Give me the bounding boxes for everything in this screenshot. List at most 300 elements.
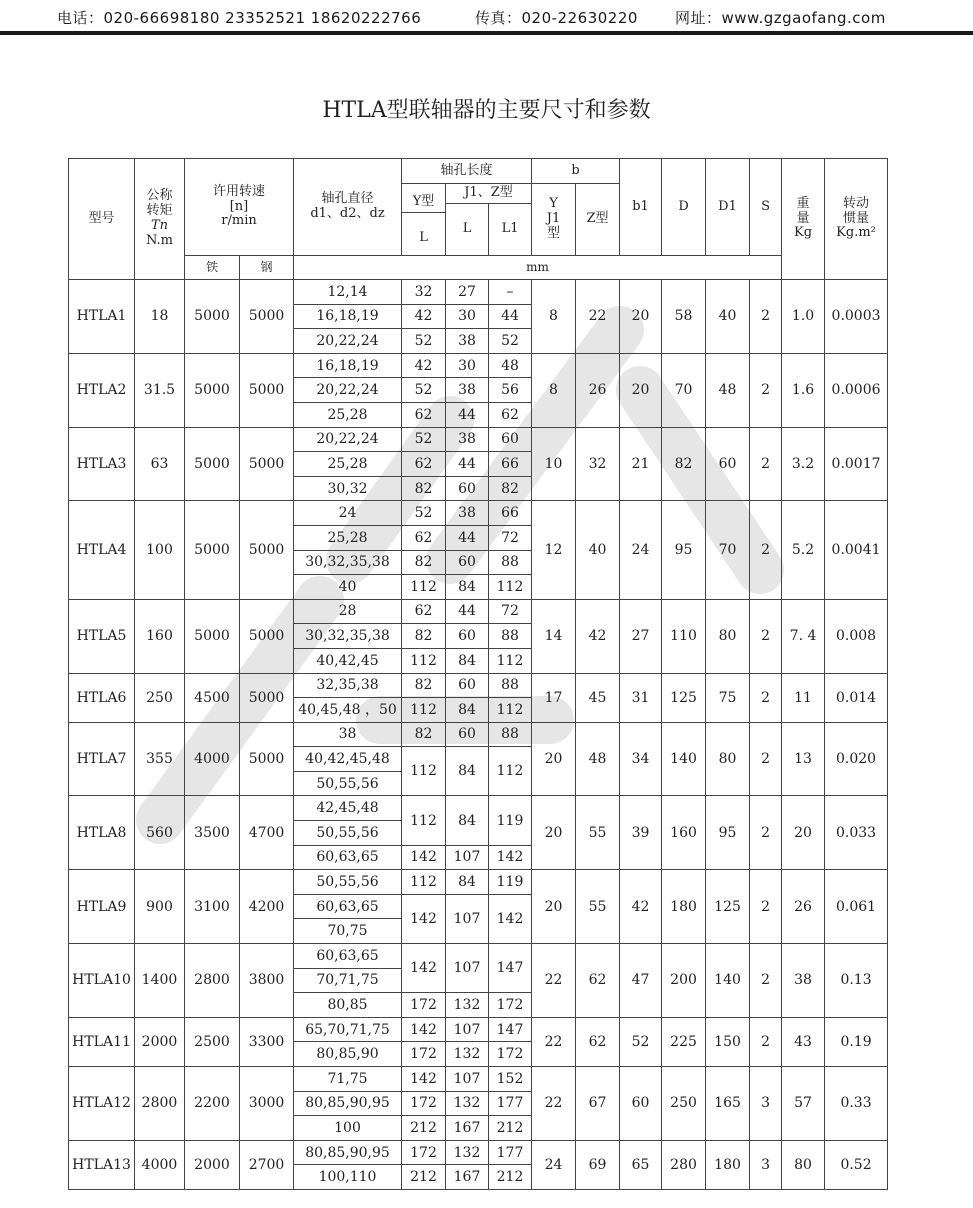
j1z-length-cell: 60 [446,722,489,747]
b-z-cell: 62 [576,944,620,1018]
speed-line-3: r/min [221,213,257,229]
l1-length-cell: 72 [489,599,532,624]
b-z-cell: 32 [576,427,620,501]
model-cell: HTLA4 [69,501,135,599]
j1z-length-cell: 60 [446,673,489,698]
l1-length-cell: 48 [489,353,532,378]
b-y-line-3: 型 [547,225,561,241]
b1-cell: 21 [620,427,662,501]
j1z-length-cell: 30 [446,353,489,378]
l1-length-cell: 112 [489,747,532,796]
bore-diameter-cell: 28 [294,599,402,624]
torque-cell: 2000 [135,1017,185,1066]
b1-cell: 42 [620,870,662,944]
b-y-cell: 14 [532,599,576,673]
D-cell: 82 [662,427,706,501]
y-length-cell: 32 [402,280,446,305]
D-cell: 280 [662,1140,706,1189]
S-cell: 2 [750,722,782,796]
j1z-length-cell: 84 [446,648,489,673]
model-cell: HTLA6 [69,673,135,722]
S-cell: 2 [750,353,782,427]
torque-line-3: Tn [150,218,169,233]
y-length-cell: 62 [402,452,446,477]
table-row [69,501,888,526]
bore-diameter-line-2: d1、d2、dz [310,206,385,221]
y-length-cell: 142 [402,944,446,993]
D-cell: 95 [662,501,706,599]
speed-iron-cell: 5000 [185,501,240,599]
speed-iron-cell: 3100 [185,870,240,944]
b1-cell: 34 [620,722,662,796]
bore-diameter-cell: 16,18,19 [294,304,402,329]
bore-diameter-cell: 80,85 [294,993,402,1018]
y-length-cell: 82 [402,722,446,747]
speed-steel-cell: 5000 [240,353,294,427]
bore-diameter-cell: 80,85,90 [294,1042,402,1067]
j1z-length-cell: 84 [446,870,489,895]
weight-cell: 80 [782,1140,825,1189]
D-cell: 125 [662,673,706,722]
torque-cell: 100 [135,501,185,599]
l1-length-cell: 177 [489,1091,532,1116]
j1z-length-cell: 132 [446,1140,489,1165]
torque-cell: 4000 [135,1140,185,1189]
speed-steel-cell: 2700 [240,1140,294,1189]
S-cell: 2 [750,796,782,870]
speed-iron-cell: 2200 [185,1067,240,1141]
l1-length-cell: 60 [489,427,532,452]
l1-length-cell: 52 [489,329,532,354]
b-y-cell: 8 [532,353,576,427]
bore-diameter-cell: 25,28 [294,452,402,477]
y-length-cell: 82 [402,476,446,501]
bore-diameter-cell: 24 [294,501,402,526]
bore-diameter-cell: 60,63,65 [294,894,402,919]
table-row [69,944,888,969]
col-b-z: Z型 [576,184,620,256]
weight-cell: 26 [782,870,825,944]
b-y-cell: 8 [532,280,576,354]
weight-cell: 7. 4 [782,599,825,673]
speed-iron-cell: 2000 [185,1140,240,1189]
inertia-cell: 0.52 [825,1140,888,1189]
l1-length-cell: 212 [489,1116,532,1141]
phone-label: 电话： [57,9,104,27]
bore-diameter-cell: 30,32,35,38 [294,550,402,575]
j1z-length-cell: 60 [446,550,489,575]
y-length-cell: 172 [402,993,446,1018]
j1z-length-cell: 84 [446,796,489,845]
b-y-cell: 20 [532,722,576,796]
col-speed-iron: 铁 [185,256,240,280]
D1-cell: 75 [706,673,750,722]
D-cell: 200 [662,944,706,1018]
j1z-length-cell: 30 [446,304,489,329]
torque-line-4: N.m [145,232,173,248]
col-speed [185,159,294,256]
bore-diameter-cell: 32,35,38 [294,673,402,698]
l1-length-cell: 66 [489,501,532,526]
table-row [69,353,888,378]
speed-iron-cell: 5000 [185,353,240,427]
col-b-y [532,184,576,256]
l1-length-cell: 44 [489,304,532,329]
y-length-cell: 172 [402,1091,446,1116]
bore-diameter-cell: 65,70,71,75 [294,1017,402,1042]
b-y-cell: 12 [532,501,576,599]
table-row [69,599,888,624]
model-cell: HTLA1 [69,280,135,354]
table-row [69,796,888,821]
y-length-cell: 172 [402,1140,446,1165]
l1-length-cell: 88 [489,624,532,649]
D-cell: 225 [662,1017,706,1066]
j1z-length-cell: 38 [446,427,489,452]
j1z-length-cell: 44 [446,599,489,624]
bore-diameter-cell: 70,71,75 [294,968,402,993]
bore-diameter-cell: 42,45,48 [294,796,402,821]
l1-length-cell: 147 [489,1017,532,1042]
bore-diameter-cell: 100,110 [294,1165,402,1190]
contact-header [0,0,973,34]
table-row [69,1067,888,1092]
torque-cell: 250 [135,673,185,722]
table-row [69,427,888,452]
y-length-cell: 112 [402,870,446,895]
inertia-cell: 0.0003 [825,280,888,354]
b-y-cell: 24 [532,1140,576,1189]
y-length-cell: 112 [402,747,446,796]
bore-diameter-cell: 25,28 [294,402,402,427]
speed-steel-cell: 5000 [240,722,294,796]
D-cell: 58 [662,280,706,354]
l1-length-cell: 172 [489,993,532,1018]
speed-iron-cell: 3500 [185,796,240,870]
inertia-cell: 0.008 [825,599,888,673]
D1-cell: 48 [706,353,750,427]
bore-diameter-cell: 25,28 [294,525,402,550]
bore-diameter-cell: 70,75 [294,919,402,944]
torque-cell: 560 [135,796,185,870]
D1-cell: 140 [706,944,750,1018]
speed-steel-cell: 3300 [240,1017,294,1066]
model-cell: HTLA10 [69,944,135,1018]
speed-steel-cell: 5000 [240,599,294,673]
y-length-cell: 142 [402,1017,446,1042]
D1-cell: 165 [706,1067,750,1141]
j1z-length-cell: 132 [446,1042,489,1067]
y-type-L-label: L [419,230,428,245]
speed-steel-cell: 4700 [240,796,294,870]
l1-length-cell: 142 [489,845,532,870]
S-cell: 2 [750,870,782,944]
D-cell: 70 [662,353,706,427]
bore-diameter-cell: 16,18,19 [294,353,402,378]
inertia-cell: 0.0006 [825,353,888,427]
bore-diameter-cell: 50,55,56 [294,771,402,796]
inertia-cell: 0.014 [825,673,888,722]
weight-cell: 43 [782,1017,825,1066]
j1z-L-label: L [446,204,489,255]
weight-cell: 1.6 [782,353,825,427]
phone-numbers: 020-66698180 23352521 18620222766 [103,9,422,27]
y-length-cell: 172 [402,1042,446,1067]
weight-line-1: 重 [796,195,810,211]
col-torque [135,159,185,280]
bore-diameter-cell: 20,22,24 [294,329,402,354]
j1z-length-cell: 84 [446,698,489,723]
b-y-cell: 17 [532,673,576,722]
j1z-length-cell: 60 [446,476,489,501]
S-cell: 2 [750,599,782,673]
bore-diameter-cell: 20,22,24 [294,427,402,452]
y-length-cell: 42 [402,353,446,378]
j1z-length-cell: 60 [446,624,489,649]
header-row-1 [69,159,888,184]
y-length-cell: 112 [402,648,446,673]
torque-cell: 31.5 [135,353,185,427]
speed-steel-cell: 4200 [240,870,294,944]
speed-iron-cell: 5000 [185,280,240,354]
j1z-length-cell: 132 [446,993,489,1018]
b-y-line-2: J1 [546,211,561,227]
header-row-3 [69,256,888,280]
S-cell: 3 [750,1140,782,1189]
col-inertia [825,159,888,280]
y-length-cell: 142 [402,845,446,870]
speed-steel-cell: 5000 [240,673,294,722]
speed-iron-cell: 4000 [185,722,240,796]
j1z-length-cell: 107 [446,1067,489,1092]
model-cell: HTLA5 [69,599,135,673]
weight-cell: 5.2 [782,501,825,599]
col-speed-steel: 钢 [240,256,294,280]
speed-steel-cell: 5000 [240,501,294,599]
b-y-cell: 20 [532,870,576,944]
model-cell: HTLA13 [69,1140,135,1189]
page-title: HTLA型联轴器的主要尺寸和参数 [322,98,651,123]
b-y-line-1: Y [549,196,558,212]
S-cell: 2 [750,280,782,354]
spec-table [68,158,888,1190]
y-length-cell: 212 [402,1116,446,1141]
l1-length-cell: 152 [489,1067,532,1092]
y-length-cell: 82 [402,673,446,698]
bore-diameter-cell: 80,85,90,95 [294,1140,402,1165]
l1-length-cell: 66 [489,452,532,477]
fax-contact [475,7,638,28]
torque-line-1: 公称 [146,188,173,204]
y-type-label: Y型 [402,193,445,213]
b1-cell: 20 [620,280,662,354]
weight-cell: 1.0 [782,280,825,354]
bore-diameter-cell: 71,75 [294,1067,402,1092]
j1z-length-cell: 107 [446,845,489,870]
S-cell: 2 [750,427,782,501]
inertia-cell: 0.020 [825,722,888,796]
speed-steel-cell: 5000 [240,427,294,501]
bore-diameter-cell: 60,63,65 [294,944,402,969]
l1-length-cell: 119 [489,870,532,895]
y-length-cell: 62 [402,402,446,427]
table-row [69,673,888,698]
model-cell: HTLA2 [69,353,135,427]
unit-mm: mm [294,256,782,280]
j1z-length-cell: 44 [446,402,489,427]
l1-length-cell: 62 [489,402,532,427]
col-b: b [532,159,620,184]
bore-diameter-line-1: 轴孔直径 [321,191,374,207]
D-cell: 110 [662,599,706,673]
S-cell: 3 [750,1067,782,1141]
b-y-cell: 22 [532,944,576,1018]
bore-diameter-cell: 12,14 [294,280,402,305]
b1-cell: 47 [620,944,662,1018]
y-length-cell: 82 [402,624,446,649]
j1z-length-cell: 84 [446,575,489,600]
D1-cell: 40 [706,280,750,354]
weight-cell: 20 [782,796,825,870]
bore-diameter-cell: 50,55,56 [294,870,402,895]
speed-iron-cell: 2800 [185,944,240,1018]
j1z-length-cell: 132 [446,1091,489,1116]
D1-cell: 180 [706,1140,750,1189]
torque-line-2: 转矩 [146,203,173,219]
bore-diameter-cell: 60,63,65 [294,845,402,870]
model-cell: HTLA11 [69,1017,135,1066]
b-z-cell: 55 [576,870,620,944]
weight-cell: 13 [782,722,825,796]
bore-diameter-cell: 30,32,35,38 [294,624,402,649]
weight-cell: 3.2 [782,427,825,501]
web-contact[interactable] [675,7,886,28]
y-length-cell: 142 [402,894,446,943]
b-z-cell: 45 [576,673,620,722]
weight-cell: 11 [782,673,825,722]
bore-diameter-cell: 40,45,48 ，50 [294,698,402,723]
y-length-cell: 52 [402,427,446,452]
phone-contact [57,7,421,28]
l1-length-cell: 112 [489,648,532,673]
j1z-sub-labels [446,204,531,255]
b1-cell: 60 [620,1067,662,1141]
b1-cell: 20 [620,353,662,427]
weight-cell: 57 [782,1067,825,1141]
l1-length-cell: 212 [489,1165,532,1190]
model-cell: HTLA9 [69,870,135,944]
j1z-length-cell: 44 [446,452,489,477]
b-z-cell: 40 [576,501,620,599]
b1-cell: 52 [620,1017,662,1066]
bore-diameter-cell: 40 [294,575,402,600]
b-z-cell: 55 [576,796,620,870]
fax-label: 传真： [475,9,522,27]
speed-iron-cell: 2500 [185,1017,240,1066]
j1z-length-cell: 38 [446,378,489,403]
b-z-cell: 48 [576,722,620,796]
inertia-line-1: 转动 [843,195,870,211]
b-y-cell: 22 [532,1067,576,1141]
b1-cell: 31 [620,673,662,722]
l1-length-cell: 172 [489,1042,532,1067]
speed-iron-cell: 4500 [185,673,240,722]
model-cell: HTLA3 [69,427,135,501]
model-cell: HTLA7 [69,722,135,796]
y-length-cell: 82 [402,550,446,575]
y-length-cell: 112 [402,698,446,723]
l1-length-cell: 88 [489,673,532,698]
y-length-cell: 62 [402,525,446,550]
table-row [69,722,888,747]
y-length-cell: 212 [402,1165,446,1190]
inertia-cell: 0.19 [825,1017,888,1066]
torque-cell: 18 [135,280,185,354]
inertia-line-2: 惯量 [843,210,870,226]
b-z-cell: 62 [576,1017,620,1066]
weight-line-3: Kg [794,225,813,241]
header-divider [0,31,973,35]
inertia-line-3: Kg.m² [836,225,876,241]
l1-length-cell: 88 [489,550,532,575]
b-z-cell: 26 [576,353,620,427]
j1z-length-cell: 107 [446,1017,489,1042]
y-length-cell: 62 [402,599,446,624]
y-length-cell: 52 [402,378,446,403]
col-D: D [662,159,706,256]
web-url[interactable]: www.gzgaofang.com [721,9,886,27]
model-cell: HTLA12 [69,1067,135,1141]
inertia-cell: 0.13 [825,944,888,1018]
S-cell: 2 [750,673,782,722]
D1-cell: 60 [706,427,750,501]
D-cell: 140 [662,722,706,796]
bore-diameter-cell: 80,85,90,95 [294,1091,402,1116]
col-weight [782,159,825,280]
l1-length-cell: – [489,280,532,305]
bore-diameter-cell: 50,55,56 [294,821,402,846]
D1-cell: 95 [706,796,750,870]
y-length-cell: 112 [402,796,446,845]
D-cell: 250 [662,1067,706,1141]
l1-length-cell: 119 [489,796,532,845]
l1-length-cell: 147 [489,944,532,993]
weight-line-2: 量 [796,210,810,226]
bore-diameter-cell: 100 [294,1116,402,1141]
inertia-cell: 0.033 [825,796,888,870]
l1-length-cell: 82 [489,476,532,501]
D-cell: 160 [662,796,706,870]
torque-cell: 2800 [135,1067,185,1141]
j1z-length-cell: 107 [446,944,489,993]
l1-length-cell: 56 [489,378,532,403]
l1-length-cell: 177 [489,1140,532,1165]
j1z-length-cell: 167 [446,1165,489,1190]
col-model: 型号 [69,159,135,280]
S-cell: 2 [750,944,782,1018]
speed-steel-cell: 3000 [240,1067,294,1141]
b1-cell: 39 [620,796,662,870]
l1-length-cell: 142 [489,894,532,943]
b-z-cell: 69 [576,1140,620,1189]
l1-length-cell: 88 [489,722,532,747]
j1z-type-label: J1、Z型 [446,184,531,204]
inertia-cell: 0.0017 [825,427,888,501]
torque-cell: 900 [135,870,185,944]
y-length-cell: 142 [402,1067,446,1092]
S-cell: 2 [750,1017,782,1066]
inertia-cell: 0.33 [825,1067,888,1141]
